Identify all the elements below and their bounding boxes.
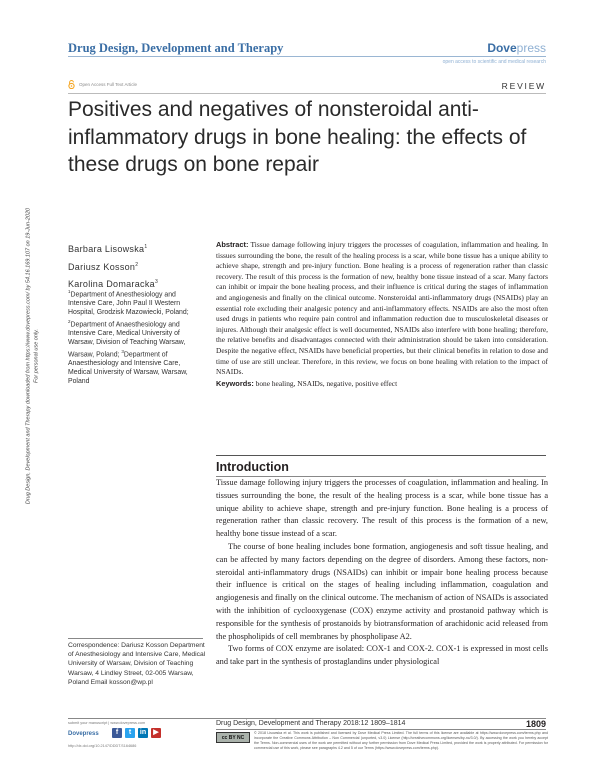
brand-main: Dove: [487, 41, 517, 55]
twitter-icon[interactable]: t: [125, 728, 135, 738]
abstract: [216, 240, 548, 389]
article-type-divider: [68, 93, 546, 94]
section-divider: [216, 455, 546, 456]
page-number: 1809: [525, 719, 546, 729]
doi-link[interactable]: http://dx.doi.org/10.2147/DDDT.S164686: [68, 744, 137, 748]
footer-divider: [68, 718, 546, 719]
license-text: © 2018 Lisowska et al. This work is published and licensed by Dove Medical Press Limited. The full terms of this license are available at https://www.dovepress.com/terms.php and incorporate the Creative Commons Attribution – Non Commercial (unported, v3.0) License (http://creativecommons.org/licenses/by-nc/3.0/). By accessing the work you hereby accept the Terms. Non-commercial uses of the work are permitted without any further permission from Dove Medical Press Limited, provided the work is properly attributed. For permission for commercial use of this work, please see paragraphs 4.2 and 5 of our Terms (https://www.dovepress.com/terms.php).: [254, 731, 548, 750]
submit-manuscript-link[interactable]: submit your manuscript | www.dovepress.com: [68, 721, 146, 725]
side-notice-line2: For personal use only.: [33, 329, 39, 384]
footer-dovepress-logo: Dovepress: [68, 731, 99, 737]
correspondence: Correspondence: Dariusz Kosson Department of Anesthesiology and Intensive Care, Medical University of Warsaw, Division of Teaching Warsaw, 4 Lindley Street, 02-005 Warsaw, Poland Email kosson@wp.pl: [68, 642, 206, 686]
brand-press: press: [516, 41, 546, 55]
publisher-logo: [487, 41, 546, 55]
youtube-icon[interactable]: ▶: [151, 728, 161, 738]
keywords-label: Keywords:: [216, 378, 254, 388]
affiliations: $^1$Department of Anesthesiology and Intensive Care, John Paul II Western Hospital, Grodzisk Mazowiecki, Poland; $^2$Department of Anaesthesiology and Intensive Care, Medical University of Warsaw, Division of Teaching Warsaw, Warsaw, Poland; $^3$Department of Anaesthesiology and Intensive Care, Medical University of Warsaw, Warsaw, Poland: [68, 289, 189, 386]
correspondence-divider: [68, 638, 203, 639]
journal-title: Drug Design, Development and Therapy: [68, 41, 284, 55]
paragraph: The course of bone healing includes bone formation, angiogenesis and soft tissue healing, and can be affected by many factors depending on the degree of disorders. Among these factors, non-steroidal anti-inflammatory drugs (NSAIDs) can inhibit or impair bone healing process because their influence is critical on the stages of healing including inflammation, coagulation and angiogenesis and finally on the clinical outcome. The mechanism of action of NSAIDs is associated with the inhibition of cyclooxygenase (COX) enzyme activity and prostanoid pathway which is responsible for the synthesis of prostanoids by biotransformation of arachidonic acid released from the phospholipids of cell membranes by phospholipase A2.: [216, 541, 548, 641]
footer-citation-divider: [216, 729, 546, 730]
creative-commons-badge: cc BY NC: [216, 732, 250, 743]
social-icons: [112, 728, 161, 738]
side-download-notice: [17, 131, 49, 581]
paragraph: Two forms of COX enzyme are isolated: COX-1 and COX-2. COX-1 is expressed in most cells and take part in the synthesis of prostaglandins under physiological: [216, 644, 548, 667]
publisher-tagline: open access to scientific and medical research: [442, 59, 546, 65]
introduction-body: [216, 477, 548, 669]
header-divider: [68, 56, 546, 57]
author: Dariusz Kosson$^2$: [68, 261, 139, 272]
facebook-icon[interactable]: f: [112, 728, 122, 738]
footer-citation: Drug Design, Development and Therapy 2018:12 1809–1814: [216, 720, 406, 727]
author: Barbara Lisowska$^1$: [68, 244, 148, 254]
paragraph: Tissue damage following injury triggers the processes of coagulation, inflammation and healing. In tissues surrounding the bone, the result of the healing process is a scar, while bone tissue has a unique ability to achieve shape, strength and pre-injury function. Bone healing is a process of regeneration rather than classic recovery. The result of this process is the formation of a new, healthy bone tissue instead of a scar.: [216, 478, 548, 539]
article-type: REVIEW: [501, 81, 546, 91]
open-access-label: Open Access Full Text Article: [79, 82, 137, 87]
keywords: Keywords: bone healing, NSAIDs, negative, positive effect: [216, 378, 398, 388]
open-access-icon: [68, 80, 75, 89]
linkedin-icon[interactable]: in: [139, 729, 147, 736]
author-list: [68, 240, 158, 293]
abstract-body: Abstract: Tissue damage following injury triggers the processes of coagulation, inflammation and healing. In tissues surrounding the bone, the result of the healing process is a scar, while bone tissue has a unique ability to achieve shape, strength and pre-injury function. Bone healing is a process of regeneration rather than classic recovery. The result of this process is the formation of new, healthy bone tissue instead of a scar. Many factors can inhibit or impair the bone healing process, and their influence is critical during the stages of inflammation and angiogenesis and finally on the clinical outcome. Nonsteroidal anti-inflammatory drugs (NSAIDs) play an essential role excluding their analgesic potency and anti-inflammatory effects. NSAIDs are also the most often used drugs in patients who require pain control and inflammation reduction due to musculoskeletal diseases or injures. Although their analgesic effect is well documented, NSAIDs also interfere with bone healing; therefore, the relative benefits and disadvantages connected with their administration should be taken into consideration. Despite the negative effect, NSAIDs have beneficial properties, but their clinical benefits in relation to dose and time of use are still unclear. Therefore, in this review, we focus on bone healing with relation to the impact of NSAIDs.: [216, 240, 548, 377]
abstract-label: Abstract:: [216, 240, 249, 249]
section-heading-introduction: Introduction: [216, 460, 289, 474]
article-title: Positives and negatives of nonsteroidal anti-inflammatory drugs in bone healing: the effects of these drugs on bone repair: [68, 98, 527, 176]
author: Karolina Domaracka$^3$: [68, 279, 159, 289]
side-notice-line1: Drug Design, Development and Therapy downloaded from https://www.dovepress.com/ by 54.16.169.107 on 19-Jun-2020: [25, 207, 32, 505]
